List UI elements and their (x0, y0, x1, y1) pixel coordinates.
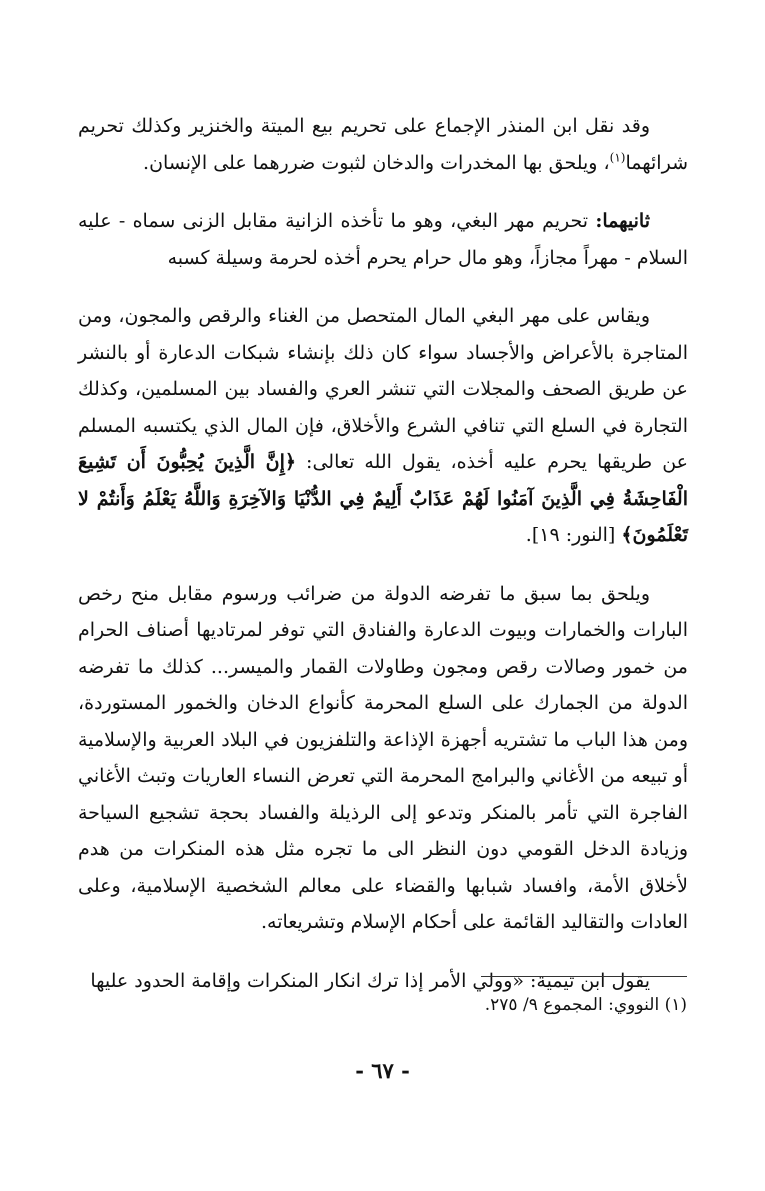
page-number: - ٦٧ - (355, 1058, 410, 1083)
paragraph-3 (78, 298, 688, 554)
footnote-reference[interactable]: (١) (609, 150, 626, 165)
paragraph-4-text: ويلحق بما سبق ما تفرضه الدولة من ضرائب ورسوم مقابل منح رخص البارات والخمارات وبيوت الدعارة والفنادق التي توفر لمرتاديها أصناف الحرام من خمور وصالات رقص ومجون وطاولات القمار والميسر... كذلك ما تفرضه الدولة من الجمارك على السلع المحرمة كأنواع الدخان والخمور المستوردة، ومن هذا الباب ما تشتريه أجهزة الإذاعة والتلفزيون في البلاد العربية والإسلامية أو تبيعه من الأغاني والبرامج المحرمة التي تعرض النساء العاريات وتبث الأغاني الفاجرة التي تأمر بالمنكر وتدعو إلى الرذيلة والفساد بحجة تشجيع السياحة وزيادة الدخل القومي دون النظر الى ما تجره مثل هذه المنكرات من هدم لأخلاق الأمة، وافساد شبابها والقضاء على معالم الشخصية الإسلامية، وعلى العادات والتقاليد القائمة على أحكام الإسلام وتشريعاته. (78, 582, 688, 933)
footnote (77, 992, 687, 1018)
paragraph-1-text-after: ، ويلحق بها المخدرات والدخان لثبوت ضررهما على الإنسان. (143, 151, 610, 174)
footnote-text: (١) النووي: المجموع ٩/ ٢٧٥. (484, 995, 687, 1015)
verse-citation: [النور: ١٩]. (525, 524, 622, 546)
footnote-divider (481, 976, 687, 977)
page-body (78, 108, 688, 1021)
paragraph-1 (78, 108, 688, 181)
paragraph-2-lead: ثانيهما: (595, 210, 650, 232)
paragraph-1-text: وقد نقل ابن المنذر الإجماع على تحريم بيع الميتة والخنزير وكذلك تحريم شرائهما (78, 115, 688, 174)
paragraph-2 (78, 203, 688, 276)
quran-verse: ﴿إِنَّ الَّذِينَ يُحِبُّونَ أَن تَشِيعَ الْفَاحِشَةُ فِي الَّذِينَ آمَنُوا لَهُمْ عَذَابٌ أَلِيمٌ فِي الدُّنْيَا وَالآخِرَةِ وَاللَّهُ يَعْلَمُ وَأَنتُمْ لا تَعْلَمُونَ﴾ (78, 451, 688, 546)
paragraph-5-text: يقول ابن تيمية: «وولي الأمر إذا ترك انكار المنكرات وإقامة الحدود عليها (90, 969, 650, 992)
paragraph-3-text: ويقاس على مهر البغي المال المتحصل من الغناء والرقص والمجون، ومن المتاجرة بالأعراض والأجساد سواء كان ذلك بإنشاء شبكات الدعارة أو بالنشر عن طريق الصحف والمجلات التي تنشر العري والفساد بين المسلمين، وكذلك التجارة في السلع التي تنافي الشرع والأخلاق، فإن المال الذي يكتسبه المسلم عن طريقها يحرم عليه أخذه، يقول الله تعالى: (78, 305, 688, 473)
paragraph-2-text: تحريم مهر البغي، وهو ما تأخذه الزانية مقابل الزنى سماه - عليه السلام - مهراً مجازاً، وهو مال حرام يحرم أخذه لحرمة وسيلة كسبه (78, 210, 688, 269)
paragraph-4 (78, 576, 688, 941)
